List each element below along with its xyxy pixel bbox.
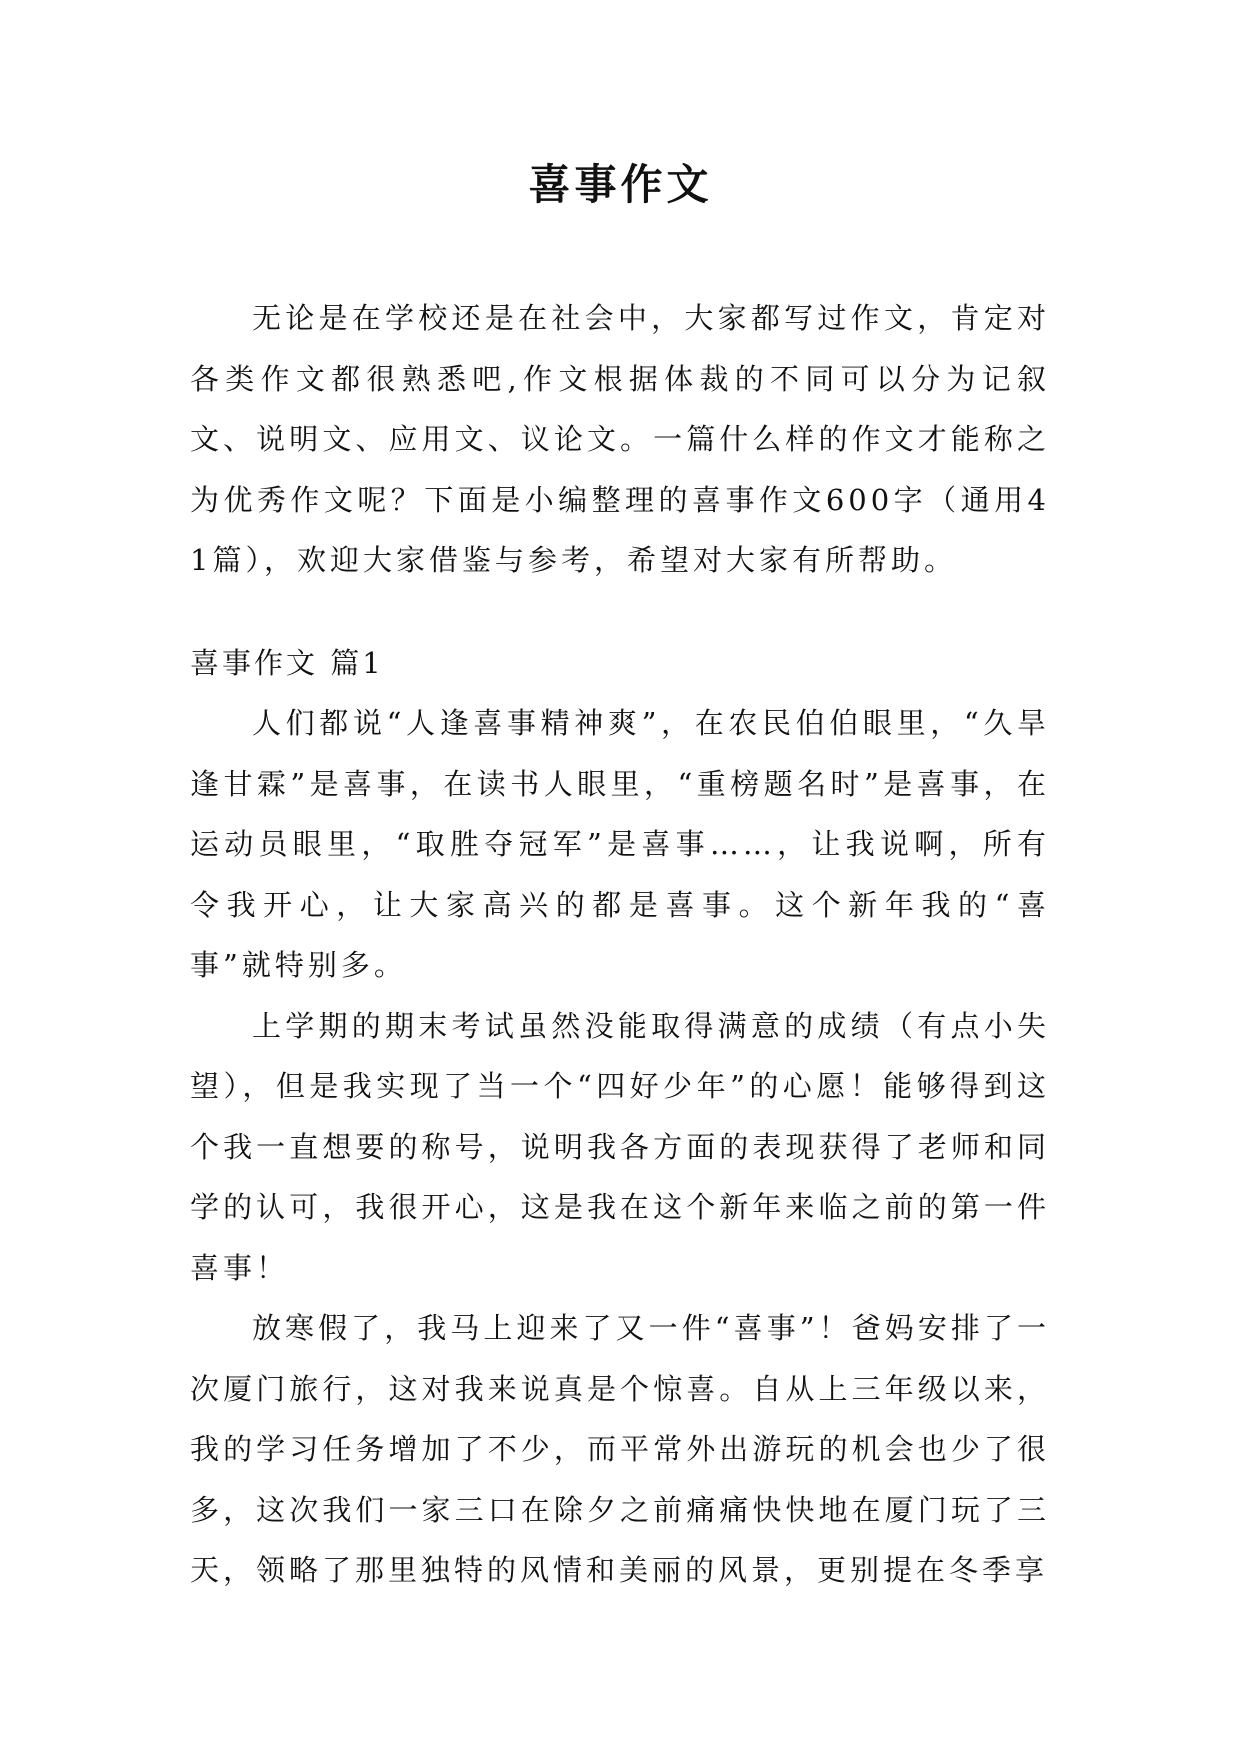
document-body <box>190 288 1050 1601</box>
intro-paragraph: 无论是在学校还是在社会中，大家都写过作文，肯定对各类作文都很熟悉吧,作文根据体裁的不同可以分为记叙文、说明文、应用文、议论文。一篇什么样的作文才能称之为优秀作文呢？下面是小编整理的喜事作文600字（通用41篇），欢迎大家借鉴与参考，希望对大家有所帮助。 <box>190 301 1050 577</box>
body-paragraph-2: 上学期的期末考试虽然没能取得满意的成绩（有点小失望），但是我实现了当一个“四好少年”的心愿！能够得到这个我一直想要的称号，说明我各方面的表现获得了老师和同学的认可，我很开心，这是我在这个新年来临之前的第一件喜事！ <box>190 1008 1050 1285</box>
body-paragraph-1: 人们都说“人逢喜事精神爽”，在农民伯伯眼里，“久旱逢甘霖”是喜事，在读书人眼里，“重榜题名时”是喜事，在运动员眼里，“取胜夺冠军”是喜事……，让我说啊，所有令我开心，让大家高兴的都是喜事。这个新年我的“喜事”就特别多。 <box>190 706 1050 982</box>
body-paragraph-3: 放寒假了，我马上迎来了又一件“喜事”！爸妈安排了一次厦门旅行，这对我来说真是个惊喜。自从上三年级以来，我的学习任务增加了不少，而平常外出游玩的机会也少了很多，这次我们一家三口在除夕之前痛痛快快地在厦门玩了三天，领略了那里独特的风情和美丽的风景，更别提在冬季享 <box>190 1311 1050 1587</box>
section-heading: 喜事作文 篇1 <box>190 645 384 680</box>
document-title: 喜事作文 <box>528 160 713 209</box>
